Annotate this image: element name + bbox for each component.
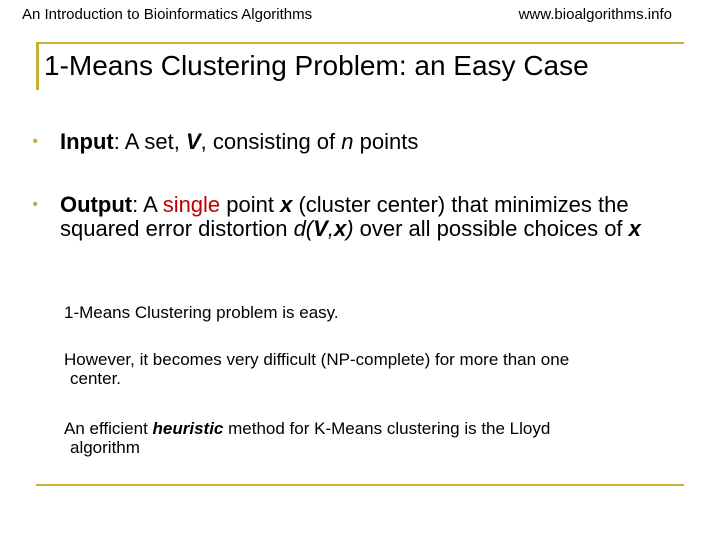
header-website: www.bioalgorithms.info	[518, 6, 672, 23]
bullet-output-text: Output: A single point x (cluster center) that minimizes the squared error distortion d(V,x) over all possible choices of x	[60, 192, 641, 241]
bullet-icon: •	[32, 196, 38, 213]
bullet-icon: •	[32, 133, 38, 150]
note-lloyd: An efficient heuristic method for K-Means clustering is the Lloyd algorithm	[64, 419, 551, 457]
var-x: x	[280, 192, 293, 217]
bottom-rule	[36, 484, 684, 486]
single-highlight: single	[162, 192, 221, 217]
var-n: n	[341, 129, 354, 154]
bullet-input-text: Input: A set, V, consisting of n points	[60, 129, 419, 154]
bullet-output	[0, 193, 670, 241]
output-keyword: Output	[60, 192, 133, 217]
title-top-rule	[36, 42, 684, 44]
var-V: V	[185, 129, 201, 154]
title-left-rule	[36, 44, 39, 90]
bullet-input	[0, 130, 680, 154]
note-np-complete: However, it becomes very difficult (NP-complete) for more than one center.	[64, 350, 570, 388]
input-keyword: Input	[60, 129, 114, 154]
slide-title: 1-Means Clustering Problem: an Easy Case	[44, 50, 589, 81]
note-easy: 1-Means Clustering problem is easy.	[64, 303, 339, 322]
header-course-title: An Introduction to Bioinformatics Algorithms	[22, 6, 313, 23]
heuristic-emphasis: heuristic	[152, 419, 224, 438]
